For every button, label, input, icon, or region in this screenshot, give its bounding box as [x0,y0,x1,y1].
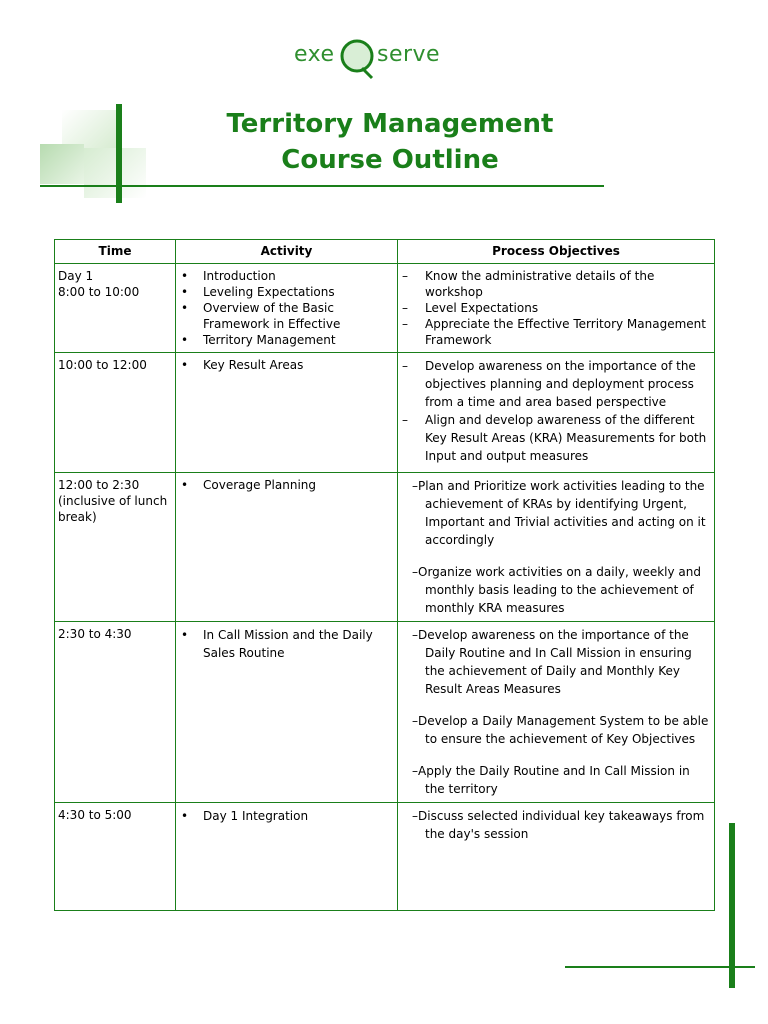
page-title-line1: Territory Management [226,109,554,139]
course-outline-table [54,239,715,911]
table-row [55,264,715,353]
logo-q-icon [338,36,376,80]
objectives-cell [398,264,715,353]
time-cell [55,473,176,622]
company-logo [294,36,444,84]
activity-cell [176,803,398,911]
table-row [55,803,715,911]
table-header-row [55,240,715,264]
activity-cell [176,353,398,473]
activity-cell [176,264,398,353]
objective-item: – Know the administrative details of the workshop [401,268,711,300]
list-item: • Leveling Expectations [179,284,394,300]
time-text: 12:00 to 2:30 (inclusive of lunch break) [58,478,168,524]
activity-cell [176,473,398,622]
list-item: • In Call Mission and the Daily Sales Routine [179,626,394,662]
objectives-cell [398,473,715,622]
objective-item: – Align and develop awareness of the different Key Result Areas (KRA) Measurements for both Input and output measures [401,411,711,465]
objective-item: – Appreciate the Effective Territory Management Framework [401,316,711,348]
objective-item: – Organize work activities on a daily, weekly and monthly basis leading to the achievement of monthly KRA measures [401,563,711,617]
header-process-objectives: Process Objectives [398,240,715,264]
objective-item: – Apply the Daily Routine and In Call Mission in the territory [401,762,711,798]
objectives-cell [398,622,715,803]
list-item: • Key Result Areas [179,357,394,373]
time-text: 10:00 to 12:00 [58,358,147,372]
logo-text-left: exe [294,42,335,67]
objective-item: – Develop a Daily Management System to be able to ensure the achievement of Key Objectives [401,712,711,748]
table-row [55,473,715,622]
time-text: Day 1 [58,269,94,283]
objective-item: – Develop awareness on the importance of the objectives planning and deployment process from a time and area based perspective [401,357,711,411]
objective-item: – Plan and Prioritize work activities leading to the achievement of KRAs by identifying Urgent, Important and Trivial activities and acting on it accordingly [401,477,711,549]
time-text: 8:00 to 10:00 [58,285,140,299]
objectives-cell [398,803,715,911]
header-activity: Activity [176,240,398,264]
list-item: • Day 1 Integration [179,807,394,825]
page-title-line2: Course Outline [281,145,499,175]
activity-cell [176,622,398,803]
list-item: • Territory Management [179,332,394,348]
time-text: 2:30 to 4:30 [58,627,132,641]
objective-item: – Discuss selected individual key takeaways from the day's session [401,807,711,843]
list-item: • Introduction [179,268,394,284]
time-cell [55,803,176,911]
time-cell [55,353,176,473]
objectives-cell [398,353,715,473]
objective-item: – Level Expectations [401,300,711,316]
time-cell [55,264,176,353]
table-row [55,353,715,473]
header-time: Time [55,240,176,264]
logo-text-right: serve [377,42,441,67]
list-item: • Coverage Planning [179,477,394,493]
list-item: • Overview of the Basic Framework in Effective [179,300,394,332]
table-row [55,622,715,803]
objective-item: – Develop awareness on the importance of the Daily Routine and In Call Mission in ensuring the achievement of Daily and Monthly Key Result Areas Measures [401,626,711,698]
time-text: 4:30 to 5:00 [58,808,132,822]
time-cell [55,622,176,803]
